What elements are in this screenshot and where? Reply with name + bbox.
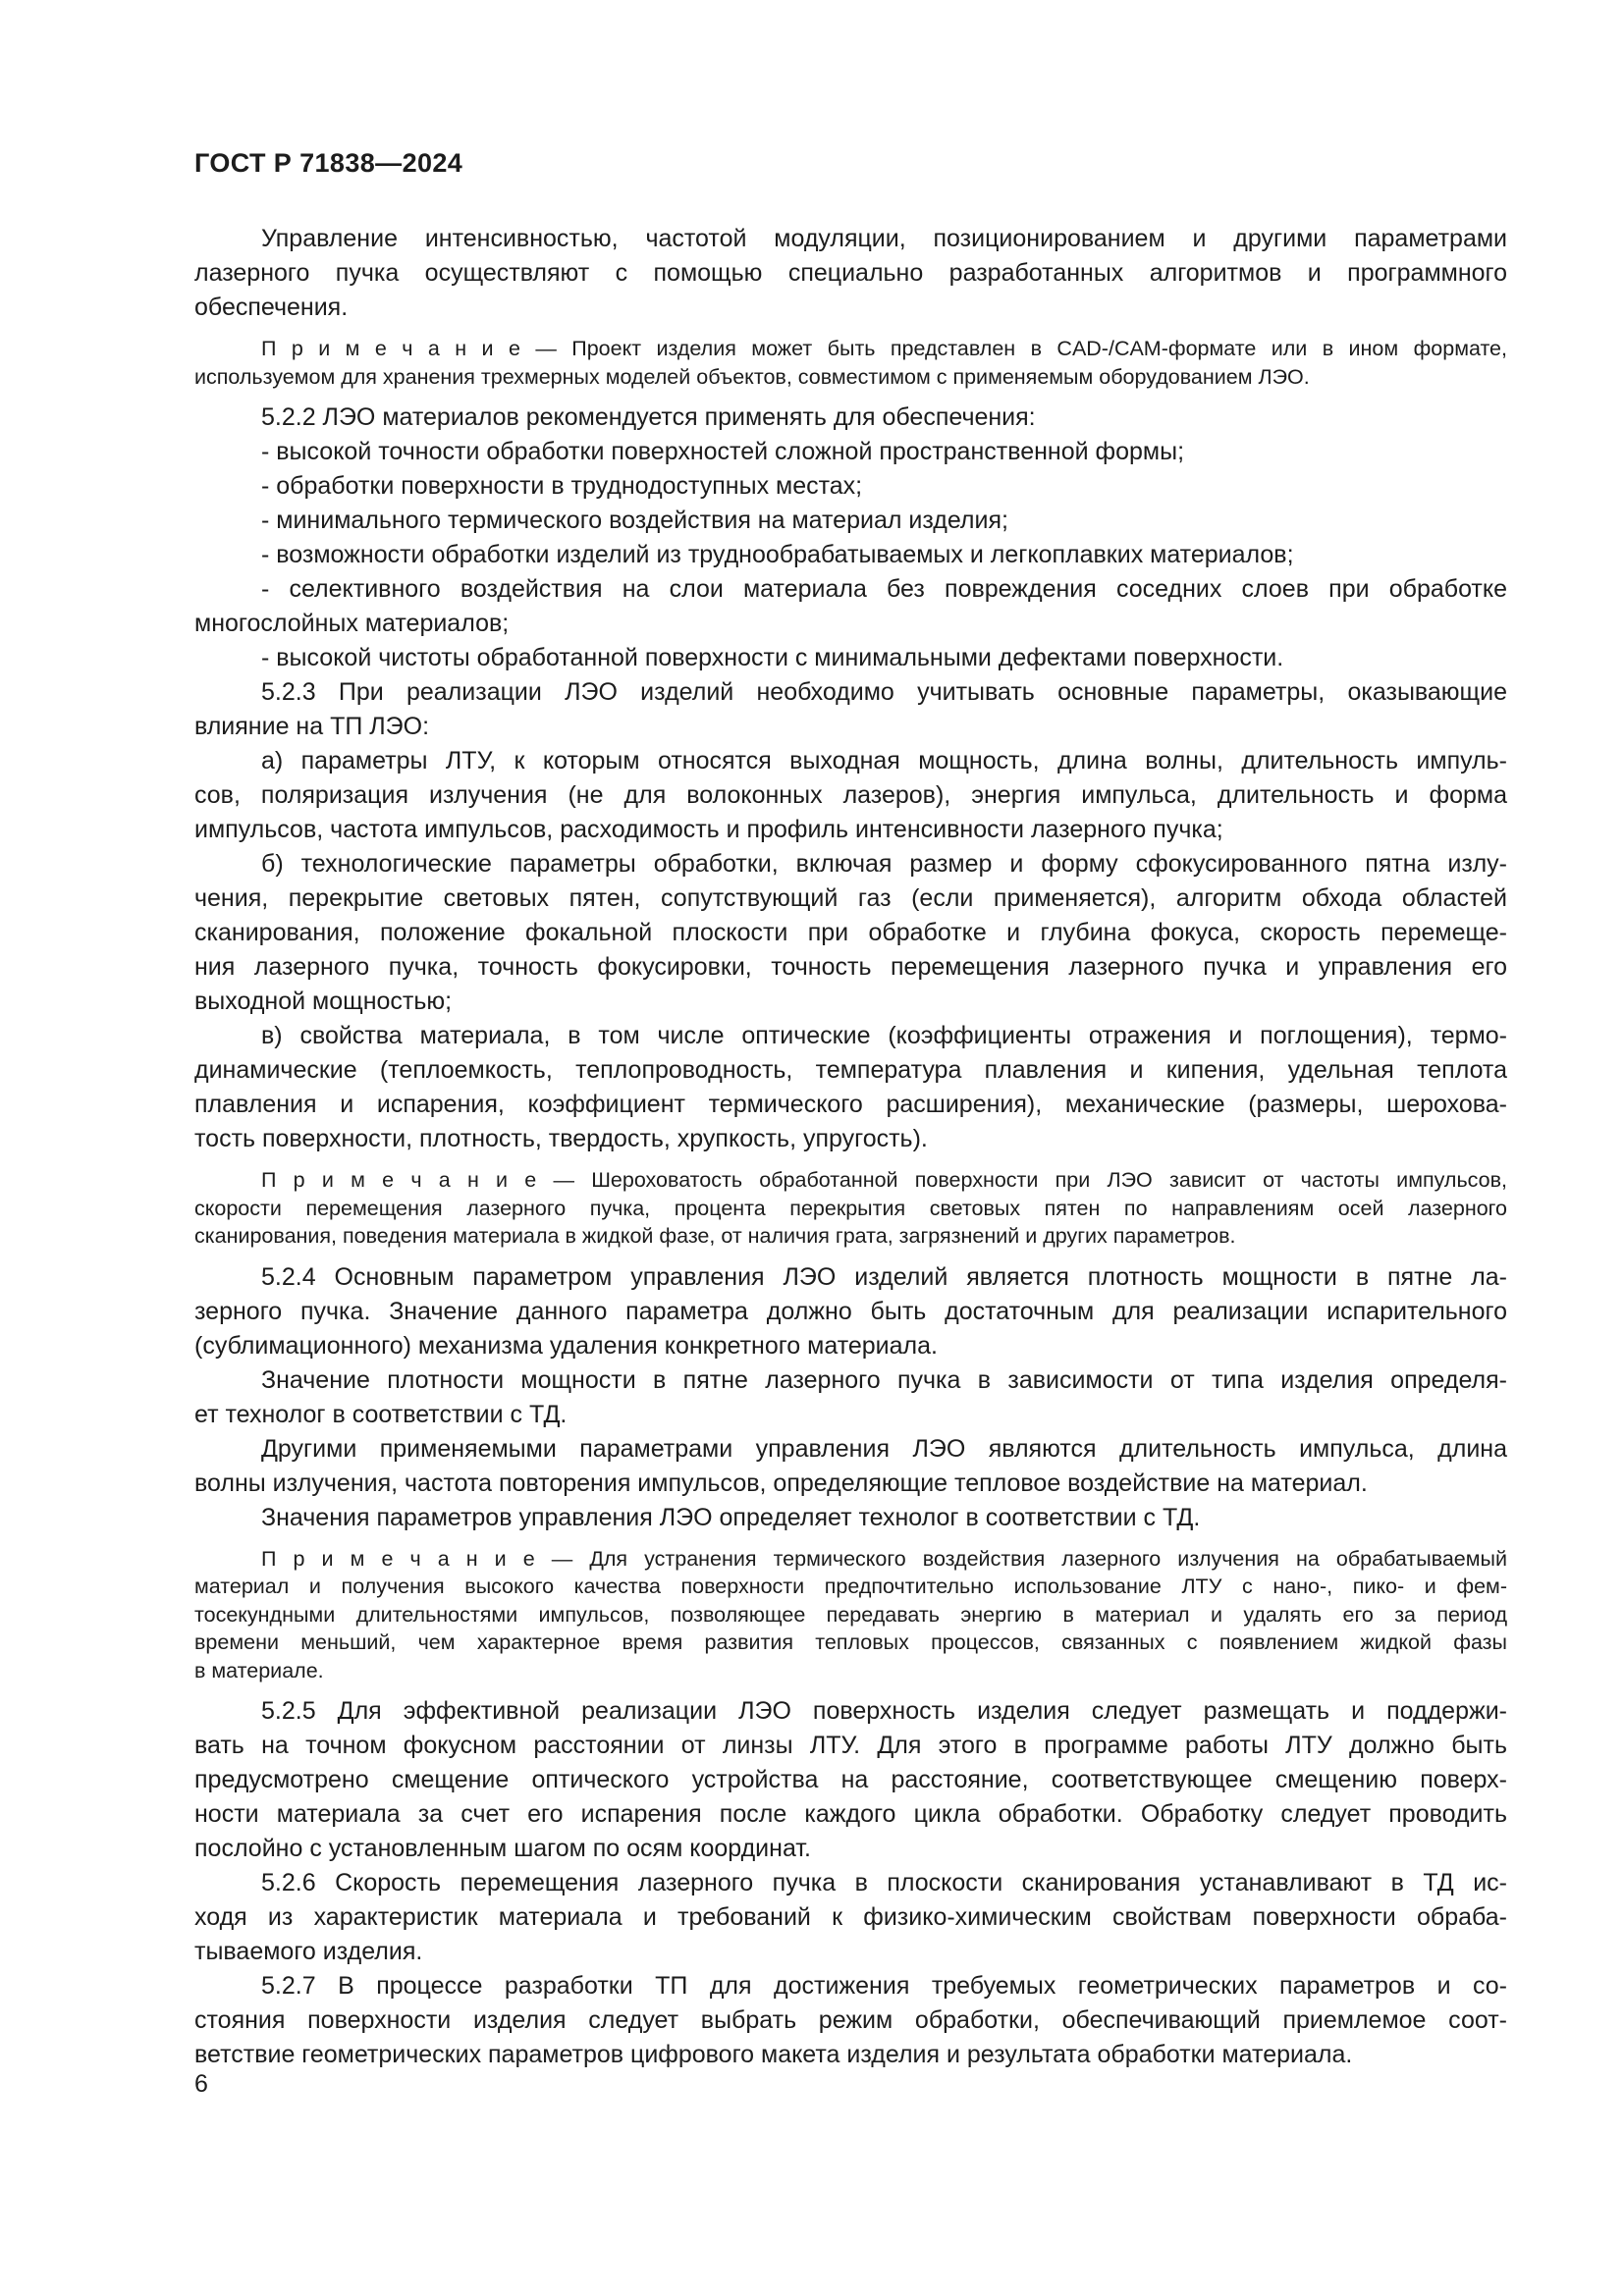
list-item <box>194 469 1507 504</box>
text-line: 5.2.7 В процессе разработки ТП для достижения требуемых геометрических параметров и со- <box>261 1972 1507 2000</box>
text-line: 5.2.5 Для эффективной реализации ЛЭО поверхность изделия следует размещать и поддержи- <box>261 1697 1507 1725</box>
text-line: зерного пучка. Значение данного параметра должно быть достаточным для реализации испарительного <box>194 1297 1507 1325</box>
paragraph <box>194 1501 1507 1535</box>
paragraph <box>194 675 1507 744</box>
text-line: Значения параметров управления ЛЭО определяет технолог в соответствии с ТД. <box>261 1503 1201 1531</box>
text-line: а) параметры ЛТУ, к которым относятся выходная мощность, длина волны, длительность импуль- <box>261 747 1507 774</box>
paragraph <box>194 1694 1507 1866</box>
text-line: сканирования, поведения материала в жидкой фазе, от наличия грата, загрязнений и других параметров. <box>194 1224 1236 1248</box>
text-line: динамические (теплоемкость, теплопроводность, температура плавления и кипения, удельная теплота <box>194 1056 1507 1084</box>
text-line: - возможности обработки изделий из труднообрабатываемых и легкоплавких материалов; <box>261 541 1294 568</box>
paragraph <box>194 1866 1507 1969</box>
text-line: ности материала за счет его испарения после каждого цикла обработки. Обработку следует проводить <box>194 1800 1507 1828</box>
paragraph <box>194 1019 1507 1156</box>
text-line: 5.2.2 ЛЭО материалов рекомендуется применять для обеспечения: <box>261 403 1036 431</box>
text-line: ния лазерного пучка, точность фокусировки, точность перемещения лазерного пучка и управления его <box>194 953 1507 981</box>
paragraph <box>194 1363 1507 1432</box>
text-line: лазерного пучка осуществляют с помощью специально разработанных алгоритмов и программного <box>194 259 1507 287</box>
list-item <box>194 435 1507 469</box>
document-designation: ГОСТ Р 71838—2024 <box>194 148 463 178</box>
text-line: б) технологические параметры обработки, включая размер и форму сфокусированного пятна излу- <box>261 850 1507 878</box>
text-line: тываемого изделия. <box>194 1938 423 1965</box>
text-line: предусмотрено смещение оптического устройства на расстояние, соответствующее смещению поверх- <box>194 1766 1507 1793</box>
text-line: тость поверхности, плотность, твердость, хрупкость, упругость). <box>194 1125 928 1152</box>
text-line: чения, перекрытие световых пятен, сопутствующий газ (если применяется), алгоритм обхода областей <box>194 884 1507 912</box>
text-line: скорости перемещения лазерного пучка, процента перекрытия световых пятен по направлениям осей лазерного <box>194 1196 1507 1220</box>
paragraph <box>194 1432 1507 1501</box>
text-line: - селективного воздействия на слои материала без повреждения соседних слоев при обработке <box>261 575 1507 603</box>
text-line: П р и м е ч а н и е — Шероховатость обработанной поверхности при ЛЭО зависит от частоты импульсов, <box>261 1168 1507 1192</box>
text-line: обеспечения. <box>194 294 349 321</box>
text-line: ходя из характеристик материала и требований к физико-химическим свойствам поверхности обраба- <box>194 1903 1507 1931</box>
text-line: волны излучения, частота повторения импульсов, определяющие тепловое воздействие на материал. <box>194 1468 1368 1497</box>
text-line: материал и получения высокого качества поверхности предпочтительно использование ЛТУ с нано-, пико- и фем- <box>194 1575 1507 1598</box>
text-line: используемом для хранения трехмерных моделей объектов, совместимом с применяемым оборудованием ЛЭО. <box>194 364 1310 389</box>
list-item <box>194 538 1507 572</box>
text-line: ветствие геометрических параметров цифрового макета изделия и результата обработки материала. <box>194 2041 1353 2068</box>
text-line: 5.2.6 Скорость перемещения лазерного пучка в плоскости сканирования устанавливают в ТД ис- <box>261 1869 1507 1896</box>
paragraph <box>194 1969 1507 2072</box>
note <box>194 335 1507 391</box>
text-line: вать на точном фокусном расстоянии от линзы ЛТУ. Для этого в программе работы ЛТУ должно быть <box>194 1732 1507 1759</box>
paragraph <box>194 400 1507 435</box>
note <box>194 1166 1507 1251</box>
text-line: в материале. <box>194 1658 324 1682</box>
list-item <box>194 641 1507 675</box>
text-line: П р и м е ч а н и е — Для устранения термического воздействия лазерного излучения на обрабатываемый <box>261 1546 1507 1571</box>
document-body <box>194 222 1507 2072</box>
text-line: влияние на ТП ЛЭО: <box>194 713 430 740</box>
page-number: 6 <box>194 2070 208 2098</box>
text-line: ет технолог в соответствии с ТД. <box>194 1400 568 1428</box>
text-line: плавления и испарения, коэффициент термического расширения), механические (размеры, шерохова- <box>194 1091 1507 1118</box>
text-line: импульсов, частота импульсов, расходимость и профиль интенсивности лазерного пучка; <box>194 816 1223 843</box>
text-line: Значение плотности мощности в пятне лазерного пучка в зависимости от типа изделия определя- <box>261 1365 1507 1394</box>
paragraph <box>194 744 1507 847</box>
text-line: времени меньший, чем характерное время развития тепловых процессов, связанных с появлением жидкой фазы <box>194 1630 1507 1654</box>
text-line: 5.2.4 Основным параметром управления ЛЭО изделий является плотность мощности в пятне ла- <box>261 1262 1507 1291</box>
text-line: многослойных материалов; <box>194 610 510 637</box>
paragraph <box>194 1260 1507 1363</box>
text-line: - обработки поверхности в труднодоступных местах; <box>261 472 863 500</box>
text-line: - минимального термического воздействия на материал изделия; <box>261 507 1008 534</box>
text-line: сов, поляризация излучения (не для волоконных лазеров), энергия импульса, длительность и форма <box>194 781 1507 809</box>
text-line: выходной мощностью; <box>194 988 453 1015</box>
text-line: сканирования, положение фокальной плоскости при обработке и глубина фокуса, скорость перемеще- <box>194 919 1507 946</box>
paragraph <box>194 847 1507 1019</box>
text-line: в) свойства материала, в том числе оптические (коэффициенты отражения и поглощения), термо- <box>261 1022 1507 1049</box>
text-line: (сублимационного) механизма удаления конкретного материала. <box>194 1331 938 1360</box>
list-item <box>194 504 1507 538</box>
note <box>194 1545 1507 1685</box>
text-line: Управление интенсивностью, частотой модуляции, позиционированием и другими параметрами <box>261 225 1507 252</box>
text-line: - высокой чистоты обработанной поверхности с минимальными дефектами поверхности. <box>261 644 1284 671</box>
paragraph <box>194 222 1507 325</box>
text-line: стояния поверхности изделия следует выбрать режим обработки, обеспечивающий приемлемое соот- <box>194 2006 1507 2034</box>
text-line: послойно с установленным шагом по осям координат. <box>194 1835 811 1862</box>
text-line: тосекундными длительностями импульсов, позволяющее передавать энергию в материал и удалять его за период <box>194 1602 1507 1627</box>
list-item <box>194 572 1507 641</box>
text-line: - высокой точности обработки поверхностей сложной пространственной формы; <box>261 438 1185 465</box>
text-line: Другими применяемыми параметрами управления ЛЭО являются длительность импульса, длина <box>261 1434 1507 1463</box>
text-line: 5.2.3 При реализации ЛЭО изделий необходимо учитывать основные параметры, оказывающие <box>261 678 1507 706</box>
text-line: П р и м е ч а н и е — Проект изделия может быть представлен в CAD-/CAM-формате или в ином формате, <box>261 337 1507 360</box>
